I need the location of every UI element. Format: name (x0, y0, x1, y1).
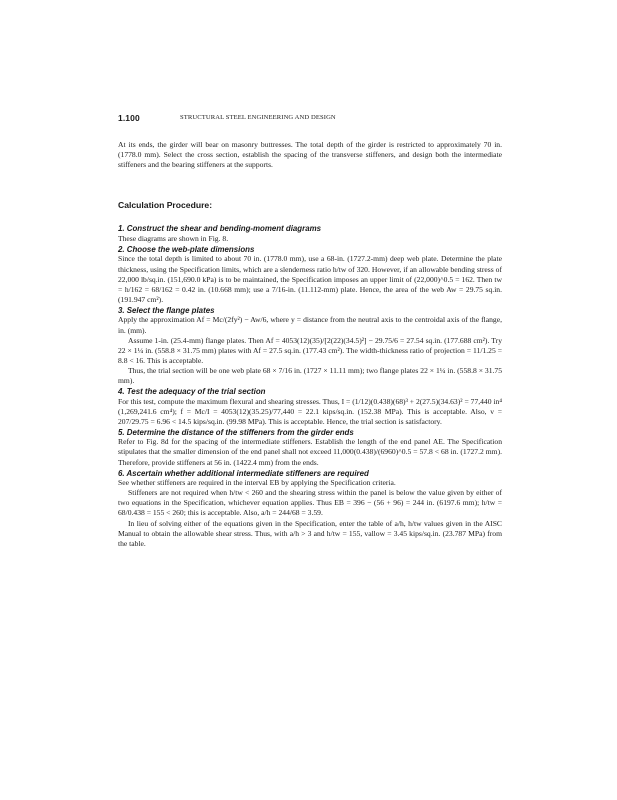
page-number: 1.100 (118, 113, 140, 123)
step-3-paragraph-1: Apply the approximation Af = Mc/(2fy²) − Aw/6, where y = distance from the neutral axis to the centroidal axis of the flange, in. (mm). (118, 315, 502, 335)
step-heading-5: 5. Determine the distance of the stiffeners from the girder ends (118, 427, 354, 437)
intro-paragraph: At its ends, the girder will bear on masonry buttresses. The total depth of the girder is restricted to approximately 70 in. (1778.0 mm). Select the cross section, establish the spacing of the transverse stiffeners, and design both the intermediate stiffeners and the bearing stiffeners at the supports. (118, 140, 502, 170)
step-heading-2: 2. Choose the web-plate dimensions (118, 244, 255, 254)
step-heading-4: 4. Test the adequacy of the trial section (118, 387, 266, 397)
page-body (118, 140, 502, 549)
running-header (118, 113, 502, 127)
step-6-paragraph-2: Stiffeners are not required when h/tw < 260 and the shearing stress within the panel is below the value given by either of two equations in the Specification, whichever equation applies. Thus EB = 396 − (56 + 96) = 244 in. (6197.6 mm); h/tw = 68/0.438 = 155 < 260; this is acceptable. Also, a/h = 244/68 = 3.59. (118, 488, 502, 518)
step-1-paragraph: These diagrams are shown in Fig. 8. (118, 233, 229, 243)
step-6-paragraph-1: See whether stiffeners are required in the interval EB by applying the Specification criteria. (118, 478, 396, 488)
step-3-paragraph-2: Assume 1-in. (25.4-mm) flange plates. Then Af = 4053(12)(35)/[2(22)(34.5)²] − 29.75/6 = 27.54 sq.in. (177.688 cm²). Try 22 × 1¼ in. (558.8 × 31.75 mm) plates with Af = 27.5 sq.in. (177.43 cm²). The width-thickness ratio of projection = 11/1.25 = 8.8 < 16. This is acceptable. (118, 335, 502, 365)
step-5-paragraph: Refer to Fig. 8d for the spacing of the intermediate stiffeners. Establish the length of the end panel AE. The Specification stipulates that the smaller dimension of the end panel shall not exceed 11,000(0.438)/(6960)^0.5 = 57.8 < 68 in. (1727.2 mm). Therefore, provide stiffeners at 56 in. (1422.4 mm) from the ends. (118, 437, 502, 467)
step-heading-6: 6. Ascertain whether additional intermediate stiffeners are required (118, 468, 369, 478)
step-3-paragraph-3: Thus, the trial section will be one web plate 68 × 7/16 in. (1727 × 11.11 mm); two flange plates 22 × 1¼ in. (558.8 × 31.75 mm). (118, 365, 502, 385)
step-heading-3: 3. Select the flange plates (118, 305, 215, 315)
step-6-paragraph-3: In lieu of solving either of the equations given in the Specification, enter the table of a/h, h/tw values given in the AISC Manual to obtain the allowable shear stress. Thus, with a/h > 3 and h/tw = 155, vallow = 3.45 kips/sq.in. (23.787 MPa) from the table. (118, 518, 502, 548)
running-title: STRUCTURAL STEEL ENGINEERING AND DESIGN (180, 114, 336, 121)
step-2-paragraph: Since the total depth is limited to about 70 in. (1778.0 mm), use a 68-in. (1727.2-mm) deep web plate. Determine the plate thickness, using the Specification limits, which are a slenderness ratio h/tw of 320. However, if an allowable bending stress of 22,000 lb/sq.in. (151,690.0 kPa) is to be maintained, the Specification imposes an upper limit of (22,000)^0.5 = 162. Then tw = h/162 = 68/162 = 0.42 in. (10.668 mm); use a 7/16-in. (11.112-mm) plate. Hence, the area of the web Aw = 29.75 sq.in. (191.947 cm²). (118, 254, 502, 304)
step-heading-1: 1. Construct the shear and bending-moment diagrams (118, 224, 321, 234)
section-title: Calculation Procedure: (118, 200, 213, 211)
step-4-paragraph: For this test, compute the maximum flexural and shearing stresses. Thus, I = (1/12)(0.438)(68)³ + 2(27.5)(34.63)² = 77,440 in⁴ (1,269,241.6 cm⁴); f = Mc/I = 4053(12)(35.25)/77,440 = 22.1 kips/sq.in. (152.38 MPa). This is acceptable. Also, v = 207/29.75 = 6.96 < 14.5 kips/sq.in. (99.98 MPa). This is acceptable. Hence, the trial section is satisfactory. (118, 396, 502, 426)
